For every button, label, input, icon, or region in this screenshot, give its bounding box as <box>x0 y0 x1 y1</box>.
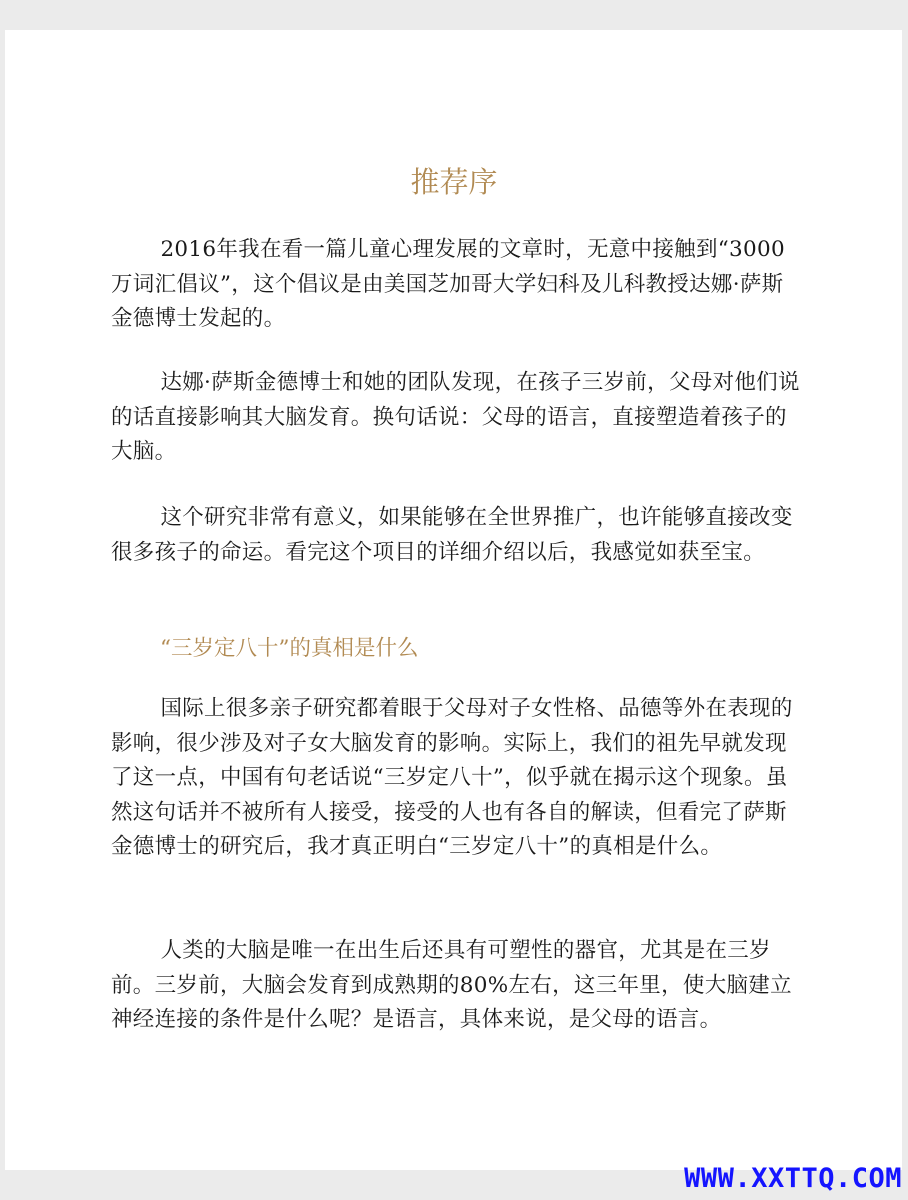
paragraph-brain: 人类的大脑是唯一在出生后还具有可塑性的器官，尤其是在三岁前。三岁前，大脑会发育到成熟期的80%左右，这三年里，使大脑建立神经连接的条件是什么呢？是语言，具体来说，是父母的语言。 <box>111 938 792 1032</box>
section-heading: “三岁定八十”的真相是什么 <box>160 636 419 661</box>
page-title: 推荐序 <box>410 165 498 199</box>
paragraph-proverb: 国际上很多亲子研究都着眼于父母对子女性格、品德等外在表现的影响，很少涉及对子女大脑发育的影响。实际上，我们的祖先早就发现了这一点，中国有句老话说“三岁定八十”，似乎就在揭示这个现象。虽然这句话并不被所有人接受，接受的人也有各自的解读，但看完了萨斯金德博士的研究后，我才真正明白“三岁定八十”的真相是什么。 <box>111 696 793 859</box>
paragraph-significance: 这个研究非常有意义，如果能够在全世界推广，也许能够直接改变很多孩子的命运。看完这个项目的详细介绍以后，我感觉如获至宝。 <box>111 505 793 565</box>
paragraph-intro: 2016年我在看一篇儿童心理发展的文章时，无意中接触到“3000万词汇倡议”，这个倡议是由美国芝加哥大学妇科及儿科教授达娜·萨斯金德博士发起的。 <box>111 237 785 331</box>
watermark-text: WWW.XXTTQ.COM <box>684 1163 902 1194</box>
paragraph-discovery: 达娜·萨斯金德博士和她的团队发现，在孩子三岁前，父母对他们说的话直接影响其大脑发育。换句话说：父母的语言，直接塑造着孩子的大脑。 <box>111 370 800 464</box>
